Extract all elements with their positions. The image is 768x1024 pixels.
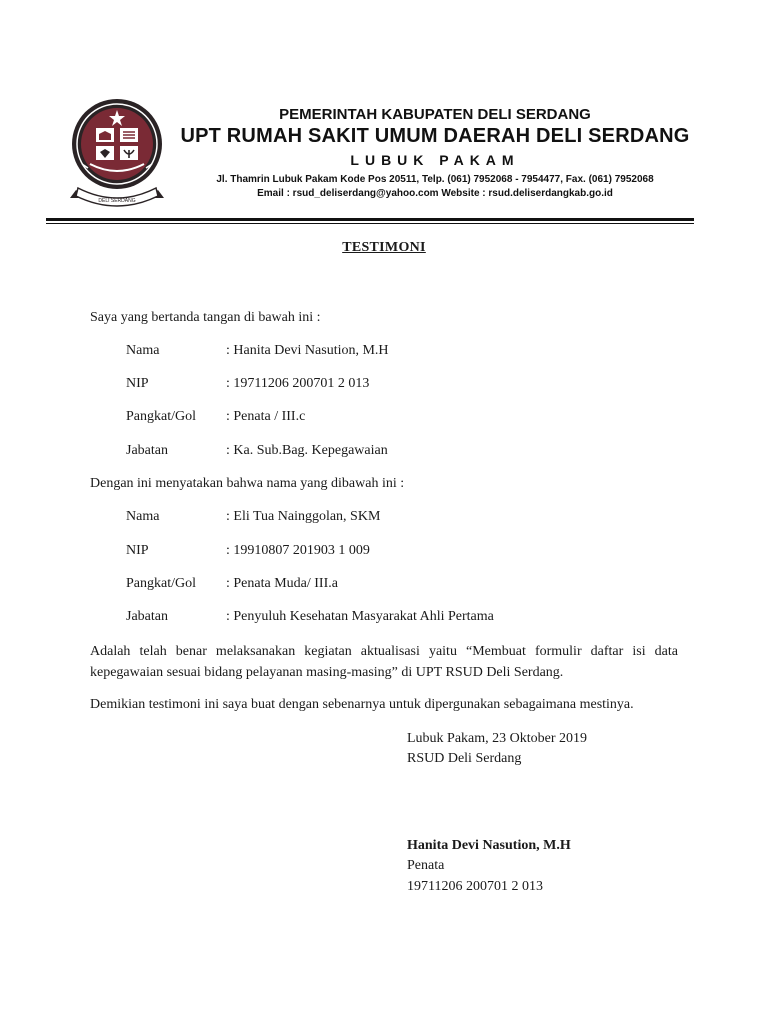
letterhead — [0, 0, 768, 230]
subject-nama-value: : Eli Tua Nainggolan, SKM — [226, 509, 381, 524]
signature-nip: 19711206 200701 2 013 — [407, 879, 543, 894]
document-title: TESTIMONI — [342, 240, 426, 255]
contact-line: Email : rsud_deliserdang@yahoo.com Website : rsud.deliserdangkab.go.id — [257, 188, 613, 199]
signer-nama-value: : Hanita Devi Nasution, M.H — [226, 343, 389, 358]
signer-nama-label: Nama — [126, 343, 160, 358]
signature-institution: RSUD Deli Serdang — [407, 751, 522, 766]
signature-name: Hanita Devi Nasution, M.H — [407, 838, 571, 853]
closing-paragraph: Demikian testimoni ini saya buat dengan sebenarnya untuk dipergunakan sebagaimana mestinya. — [90, 697, 634, 712]
signature-place-date: Lubuk Pakam, 23 Oktober 2019 — [407, 731, 588, 746]
signer-nip-value: : 19711206 200701 2 013 — [226, 376, 370, 391]
government-name: PEMERINTAH KABUPATEN DELI SERDANG — [279, 106, 591, 123]
regency-crest-logo — [68, 98, 166, 210]
city-name: LUBUK PAKAM — [350, 152, 520, 168]
signer-pangkat-label: Pangkat/Gol — [126, 409, 196, 424]
intro-text: Saya yang bertanda tangan di bawah ini : — [90, 310, 321, 325]
subject-jabatan-value: : Penyuluh Kesehatan Masyarakat Ahli Pertama — [226, 609, 494, 624]
signature-rank: Penata — [407, 858, 445, 873]
subject-nip-label: NIP — [126, 543, 149, 558]
logo-ribbon-text: DELI SERDANG — [98, 198, 136, 204]
letterhead-divider-thick — [46, 218, 694, 221]
subject-nip-value: : 19910807 201903 1 009 — [226, 543, 370, 558]
subject-pangkat-label: Pangkat/Gol — [126, 576, 196, 591]
statement-text: Dengan ini menyatakan bahwa nama yang dibawah ini : — [90, 476, 405, 491]
signer-nip-label: NIP — [126, 376, 149, 391]
body-paragraph: Adalah telah benar melaksanakan kegiatan aktualisasi yaitu “Membuat formulir daftar isi data kepegawaian sesuai bidang pelayanan masing-masing” di UPT RSUD Deli Serdang. — [90, 644, 678, 680]
address-line: Jl. Thamrin Lubuk Pakam Kode Pos 20511, Telp. (061) 7952068 - 7954477, Fax. (061) 7952068 — [216, 174, 654, 185]
subject-nama-label: Nama — [126, 509, 160, 524]
signer-jabatan-value: : Ka. Sub.Bag. Kepegawaian — [226, 443, 388, 458]
subject-pangkat-value: : Penata Muda/ III.a — [226, 576, 338, 591]
letterhead-divider-thin — [46, 223, 694, 224]
letterhead-text — [170, 106, 700, 201]
hospital-name: UPT RUMAH SAKIT UMUM DAERAH DELI SERDANG — [180, 125, 690, 147]
signer-jabatan-label: Jabatan — [126, 443, 168, 458]
signer-pangkat-value: : Penata / III.c — [226, 409, 306, 424]
subject-jabatan-label: Jabatan — [126, 609, 168, 624]
